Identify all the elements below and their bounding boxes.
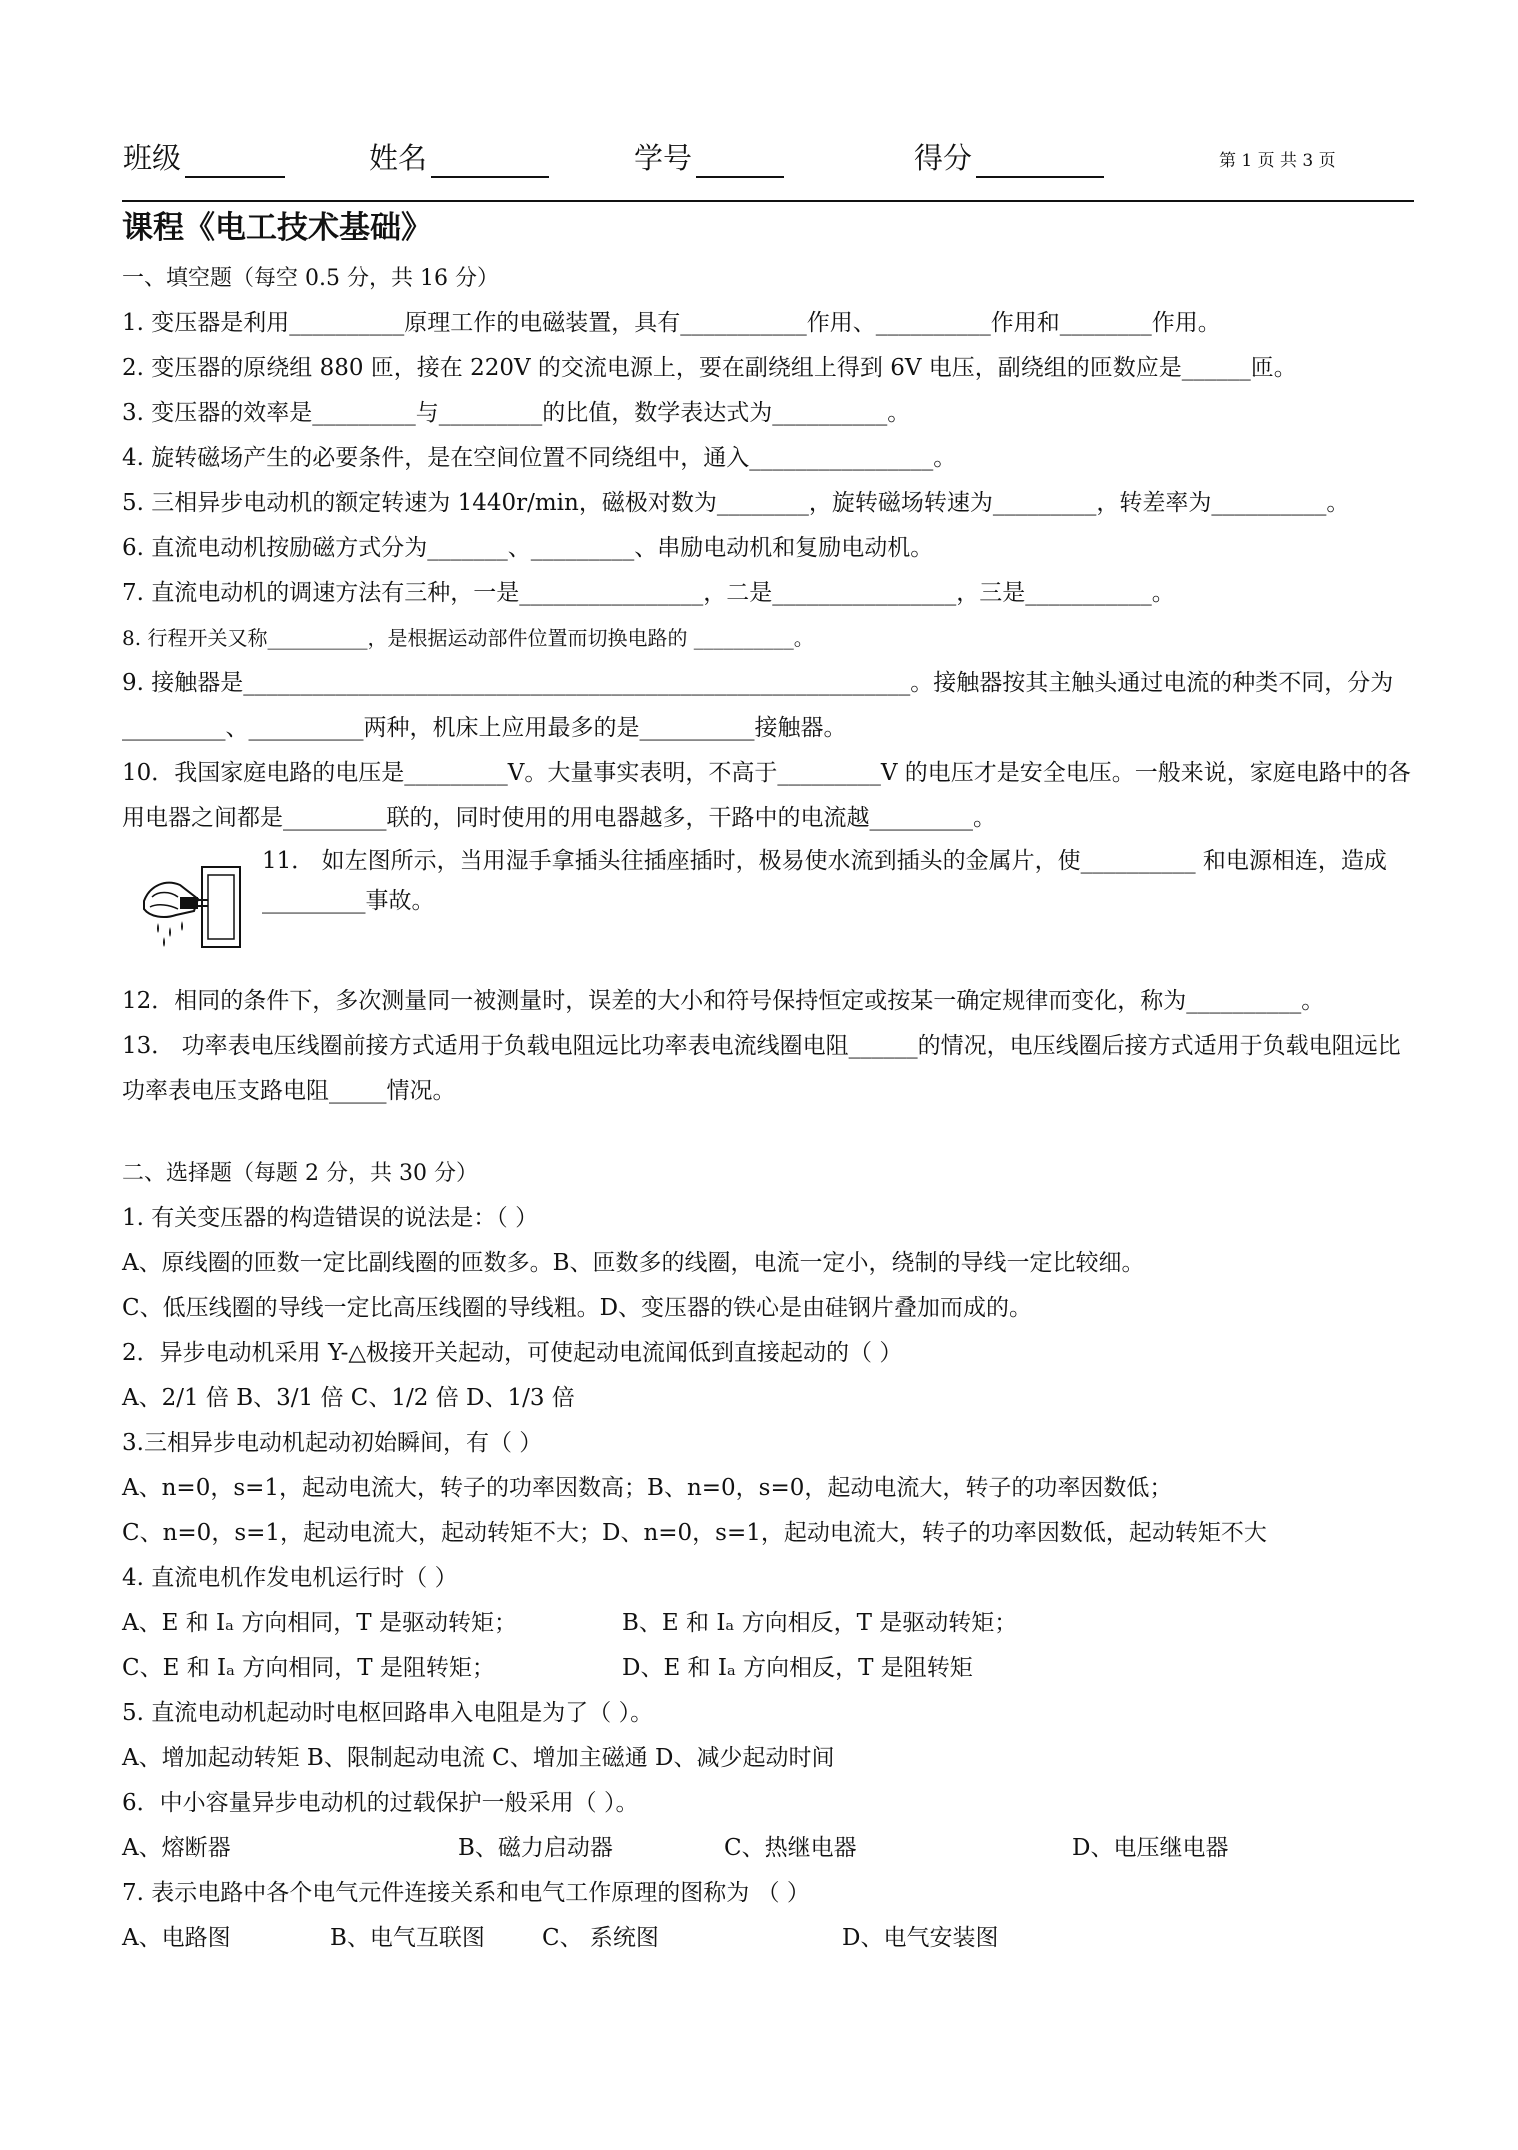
- option-d: D、电压继电器: [1072, 1835, 1229, 1861]
- fill-question-3: 3. 变压器的效率是_________与_________的比值，数学表达式为__________。: [122, 400, 911, 426]
- option-d: D、E 和 Iₐ 方向相反，T 是阻转矩: [622, 1655, 973, 1681]
- exam-header: [123, 138, 1403, 178]
- wet-hand-plug-illustration: [136, 861, 246, 953]
- choice-question-2: 2．异步电动机采用 Y-△极接开关起动，可使起动电流闻低到直接起动的（ ）: [122, 1340, 903, 1366]
- choice-question-3-options-cd: C、n=0，s=1，起动电流大，起动转矩不大；D、n=0，s=1，起动电流大，转子的功率因数低，起动转矩不大: [122, 1520, 1267, 1546]
- student-id-blank[interactable]: [696, 146, 784, 178]
- fill-section-title: 一、填空题（每空 0.5 分，共 16 分）: [122, 266, 499, 291]
- option-d: D、电气安装图: [842, 1925, 999, 1951]
- score-blank[interactable]: [976, 146, 1104, 178]
- score-label: 得分: [914, 141, 973, 175]
- choice-question-6-options: [122, 1826, 1416, 1871]
- choice-question-6: 6．中小容量异步电动机的过载保护一般采用（ ）。: [122, 1790, 639, 1816]
- fill-question-10: 10．我国家庭电路的电压是_________V。大量事实表明，不高于_________V 的电压才是安全电压。一般来说，家庭电路中的各用电器之间都是_________联的，同时使用的用电器越多，干路中的电流越_________。: [122, 760, 1411, 831]
- name-field[interactable]: [369, 138, 549, 178]
- fill-question-12: 12．相同的条件下，多次测量同一被测量时，误差的大小和符号保持恒定或按某一确定规律而变化，称为__________。: [122, 988, 1325, 1014]
- student-id-label: 学号: [634, 141, 693, 175]
- fill-question-6: 6. 直流电动机按励磁方式分为_______、_________、串励电动机和复励电动机。: [122, 535, 934, 561]
- fill-question-5: 5. 三相异步电动机的额定转速为 1440r/min，磁极对数为________，旋转磁场转速为_________，转差率为__________。: [122, 490, 1350, 516]
- class-blank[interactable]: [185, 146, 285, 178]
- option-a: A、电路图: [122, 1925, 231, 1951]
- choice-question-1: 1. 有关变压器的构造错误的说法是：（ ）: [122, 1205, 539, 1231]
- choice-question-5: 5. 直流电动机起动时电枢回路串入电阻是为了（ ）。: [122, 1700, 654, 1726]
- choice-question-4: 4. 直流电机作发电机运行时（ ）: [122, 1565, 458, 1591]
- choice-question-3: 3.三相异步电动机起动初始瞬间，有（ ）: [122, 1430, 543, 1456]
- score-field[interactable]: [914, 138, 1104, 178]
- option-b: B、电气互联图: [330, 1925, 485, 1951]
- fill-question-9: 9. 接触器是__________________________________________________________。接触器按其主触头通过电流的种类不同，分为_________、__________两种，机床上应用最多的是__________接触器。: [122, 670, 1394, 741]
- option-c: C、E 和 Iₐ 方向相同，T 是阻转矩；: [122, 1655, 495, 1681]
- option-a: A、E 和 Iₐ 方向相同，T 是驱动转矩；: [122, 1610, 517, 1636]
- choice-question-3-options-ab: A、n=0，s=1，起动电流大，转子的功率因数高；B、n=0，s=0，起动电流大，转子的功率因数低；: [122, 1475, 1173, 1501]
- exam-content: [122, 256, 1416, 1961]
- fill-question-2: 2. 变压器的原绕组 880 匝，接在 220V 的交流电源上，要在副绕组上得到 6V 电压，副绕组的匝数应是______匝。: [122, 355, 1297, 381]
- option-a: A、熔断器: [122, 1835, 231, 1861]
- choice-question-5-options: A、增加起动转矩 B、限制起动电流 C、增加主磁通 D、减少起动时间: [122, 1745, 835, 1771]
- option-b: B、E 和 Iₐ 方向相反，T 是驱动转矩；: [622, 1610, 1018, 1636]
- choice-question-2-options: A、2/1 倍 B、3/1 倍 C、1/2 倍 D、1/3 倍: [122, 1385, 575, 1411]
- fill-question-7: 7. 直流电动机的调速方法有三种，一是________________，二是________________，三是___________。: [122, 580, 1175, 606]
- fill-question-4: 4. 旋转磁场产生的必要条件，是在空间位置不同绕组中，通入________________。: [122, 445, 957, 471]
- fill-question-11: [122, 841, 1416, 979]
- fill-question-1: 1. 变压器是利用__________原理工作的电磁装置，具有___________作用、__________作用和________作用。: [122, 310, 1221, 336]
- student-id-field[interactable]: [634, 138, 784, 178]
- option-c: C、热继电器: [724, 1835, 857, 1861]
- name-blank[interactable]: [431, 146, 549, 178]
- section-gap: [122, 1114, 1416, 1151]
- fill-question-13: 13． 功率表电压线圈前接方式适用于负载电阻远比功率表电流线圈电阻______的情况，电压线圈后接方式适用于负载电阻远比功率表电压支路电阻_____情况。: [122, 1033, 1401, 1104]
- class-field[interactable]: [123, 138, 285, 178]
- course-title: 课程《电工技术基础》: [122, 210, 432, 246]
- choice-question-1-options-cd: C、低压线圈的导线一定比高压线圈的导线粗。D、变压器的铁心是由硅钢片叠加而成的。: [122, 1295, 1033, 1321]
- choice-question-4-options-ab: [122, 1601, 1416, 1646]
- class-label: 班级: [123, 141, 182, 175]
- page-indicator: 第 1 页 共 3 页: [1219, 151, 1336, 171]
- choice-section-title: 二、选择题（每题 2 分，共 30 分）: [122, 1161, 478, 1186]
- option-c: C、 系统图: [542, 1925, 659, 1951]
- choice-question-1-options-ab: A、原线圈的匝数一定比副线圈的匝数多。B、匝数多的线圈，电流一定小，绕制的导线一定比较细。: [122, 1250, 1145, 1276]
- choice-question-7: 7. 表示电路中各个电气元件连接关系和电气工作原理的图称为 （ ）: [122, 1880, 810, 1906]
- fill-question-8: 8. 行程开关又称__________，是根据运动部件位置而切换电路的 __________。: [122, 626, 814, 650]
- fill-question-11-text: 11． 如左图所示，当用湿手拿插头往插座插时，极易使水流到插头的金属片，使__________ 和电源相连，造成_________事故。: [262, 848, 1387, 914]
- name-label: 姓名: [369, 141, 428, 175]
- choice-question-4-options-cd: [122, 1646, 1416, 1691]
- option-b: B、磁力启动器: [458, 1835, 613, 1861]
- header-divider: [122, 200, 1414, 202]
- choice-question-7-options: [122, 1916, 1416, 1961]
